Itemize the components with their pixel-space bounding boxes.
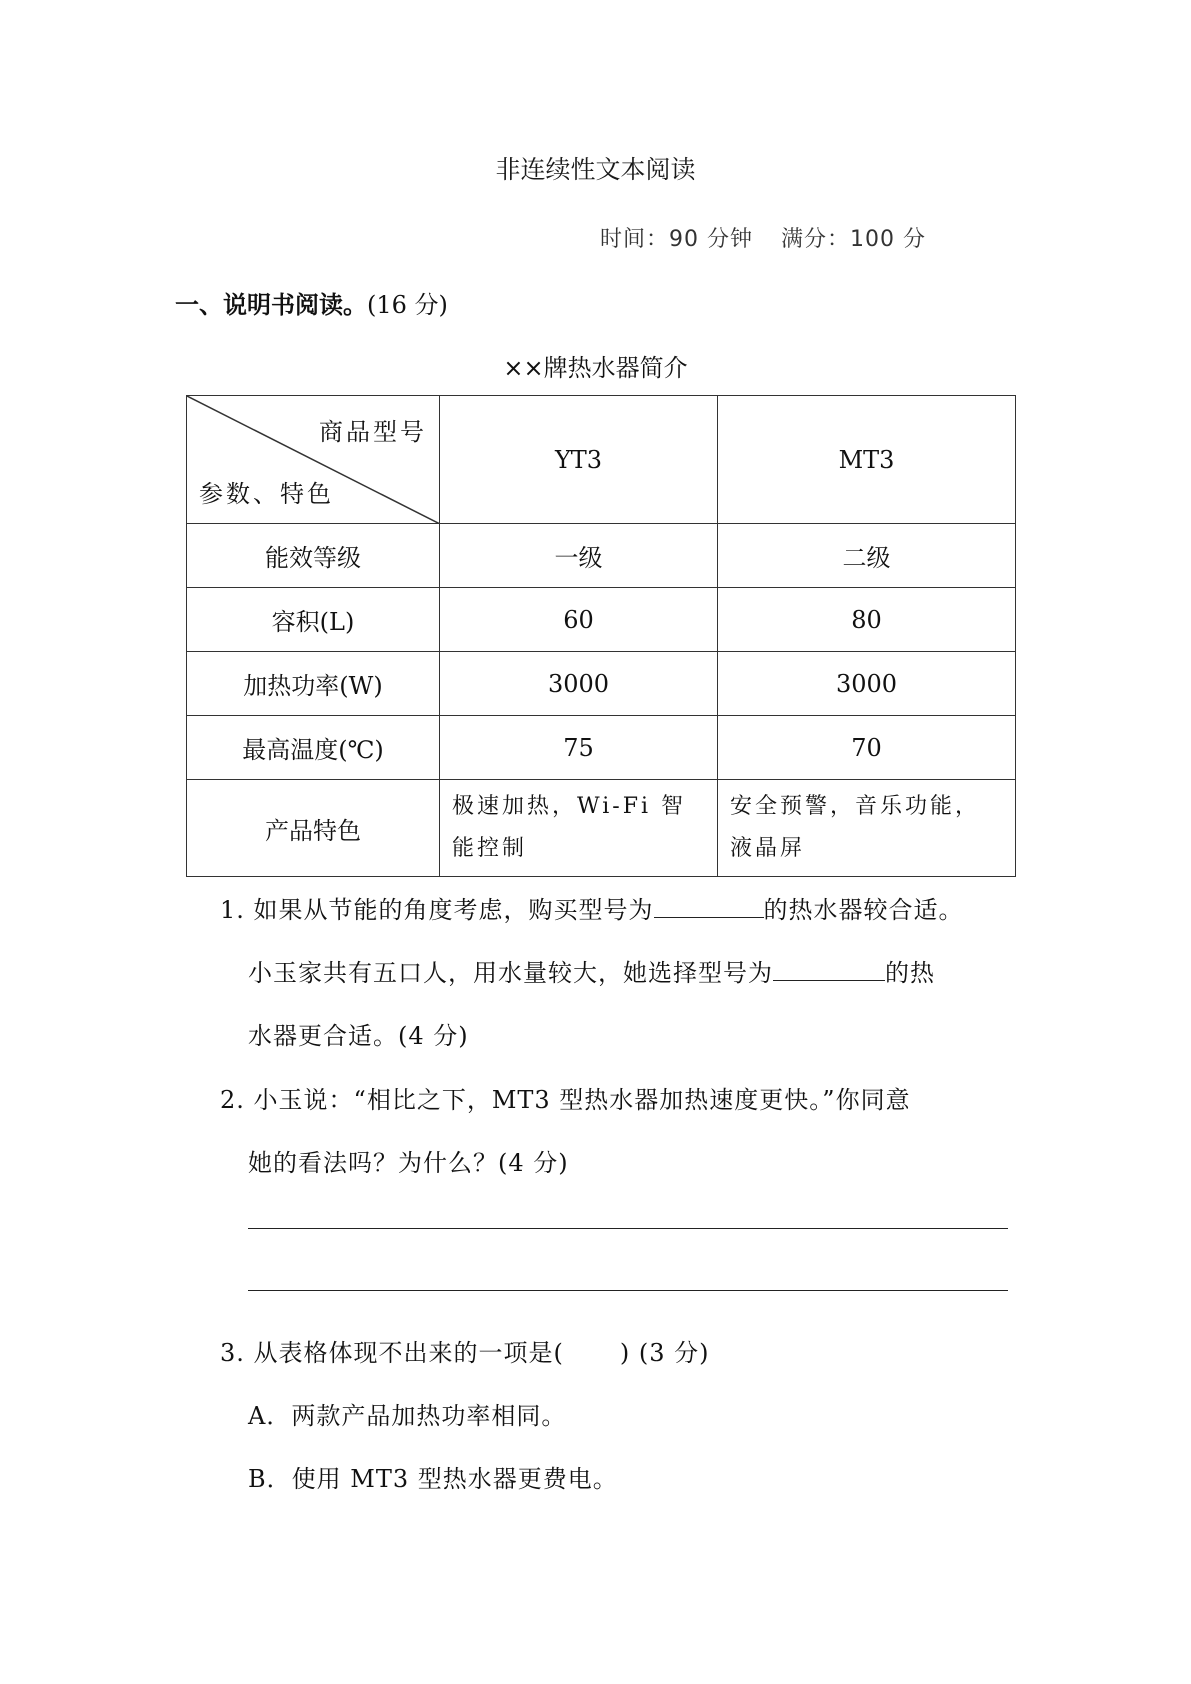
answer-blank-1[interactable]: [654, 895, 764, 918]
row-label: 最高温度(℃): [187, 716, 440, 780]
answer-blank-2[interactable]: [773, 958, 885, 981]
cell-value: 一级: [440, 524, 718, 588]
spec-table: [186, 395, 1016, 877]
question-text: 小玉说：“相比之下，MT3 型热水器加热速度更快。”你同意: [253, 1086, 911, 1114]
full-score: 满分：100 分: [781, 227, 926, 252]
model-header-mt3: MT3: [718, 396, 1016, 524]
question-text: 的热水器较合适。: [763, 896, 964, 924]
question-2-line-1: [220, 1080, 911, 1115]
cell-value: 80: [718, 588, 1016, 652]
section-heading: [175, 285, 448, 320]
question-text: 如果从节能的角度考虑，购买型号为: [253, 896, 654, 924]
question-text: 从表格体现不出来的一项是(: [253, 1339, 564, 1367]
row-label: 能效等级: [187, 524, 440, 588]
table-row: [187, 588, 1016, 652]
time-limit: 时间：90 分钟: [600, 227, 753, 252]
corner-bottom-label: 参数、特色: [199, 480, 334, 508]
model-header-yt3: YT3: [440, 396, 718, 524]
question-text: ) (3 分): [619, 1339, 710, 1367]
option-text: 两款产品加热功率相同。: [291, 1402, 567, 1430]
question-text: 的热: [885, 959, 935, 987]
row-label: 加热功率(W): [187, 652, 440, 716]
row-label: 产品特色: [187, 780, 440, 877]
option-letter: A．: [248, 1402, 292, 1430]
cell-value: 75: [440, 716, 718, 780]
question-number: 3.: [220, 1339, 245, 1367]
section-points: (16 分): [367, 291, 448, 319]
option-letter: B．: [248, 1465, 292, 1493]
question-text: 小玉家共有五口人，用水量较大，她选择型号为: [248, 959, 773, 987]
question-number: 2.: [220, 1086, 245, 1114]
page-title: 非连续性文本阅读: [495, 155, 696, 184]
corner-header-cell: [187, 396, 440, 524]
cell-value: 二级: [718, 524, 1016, 588]
table-row: [187, 780, 1016, 877]
table-row: [187, 716, 1016, 780]
question-1-line-2: [248, 953, 935, 988]
cell-value: 3000: [718, 652, 1016, 716]
table-row: [187, 524, 1016, 588]
option-a: [248, 1396, 566, 1431]
question-3-stem: [220, 1333, 710, 1368]
section-title: 一、说明书阅读。: [175, 291, 367, 319]
question-number: 1.: [220, 896, 245, 924]
cell-value: 安全预警，音乐功能，液晶屏: [718, 780, 1016, 877]
table-header-row: [187, 396, 1016, 524]
cell-value: 极速加热，Wi-Fi 智能控制: [440, 780, 718, 877]
cell-value: 70: [718, 716, 1016, 780]
option-b: [248, 1459, 618, 1494]
question-2-line-2: 她的看法吗？为什么？(4 分): [248, 1149, 569, 1177]
corner-top-label: 商品型号: [319, 418, 427, 446]
table-row: [187, 652, 1016, 716]
question-1-line-3: 水器更合适。(4 分): [248, 1022, 469, 1050]
row-label: 容积(L): [187, 588, 440, 652]
answer-line-2[interactable]: [248, 1290, 1008, 1291]
exam-meta: [600, 222, 926, 253]
cell-value: 3000: [440, 652, 718, 716]
cell-value: 60: [440, 588, 718, 652]
question-1-line-1: [220, 890, 964, 925]
option-text: 使用 MT3 型热水器更费电。: [291, 1465, 618, 1493]
answer-line-1[interactable]: [248, 1228, 1008, 1229]
table-caption: ××牌热水器简介: [503, 354, 688, 382]
